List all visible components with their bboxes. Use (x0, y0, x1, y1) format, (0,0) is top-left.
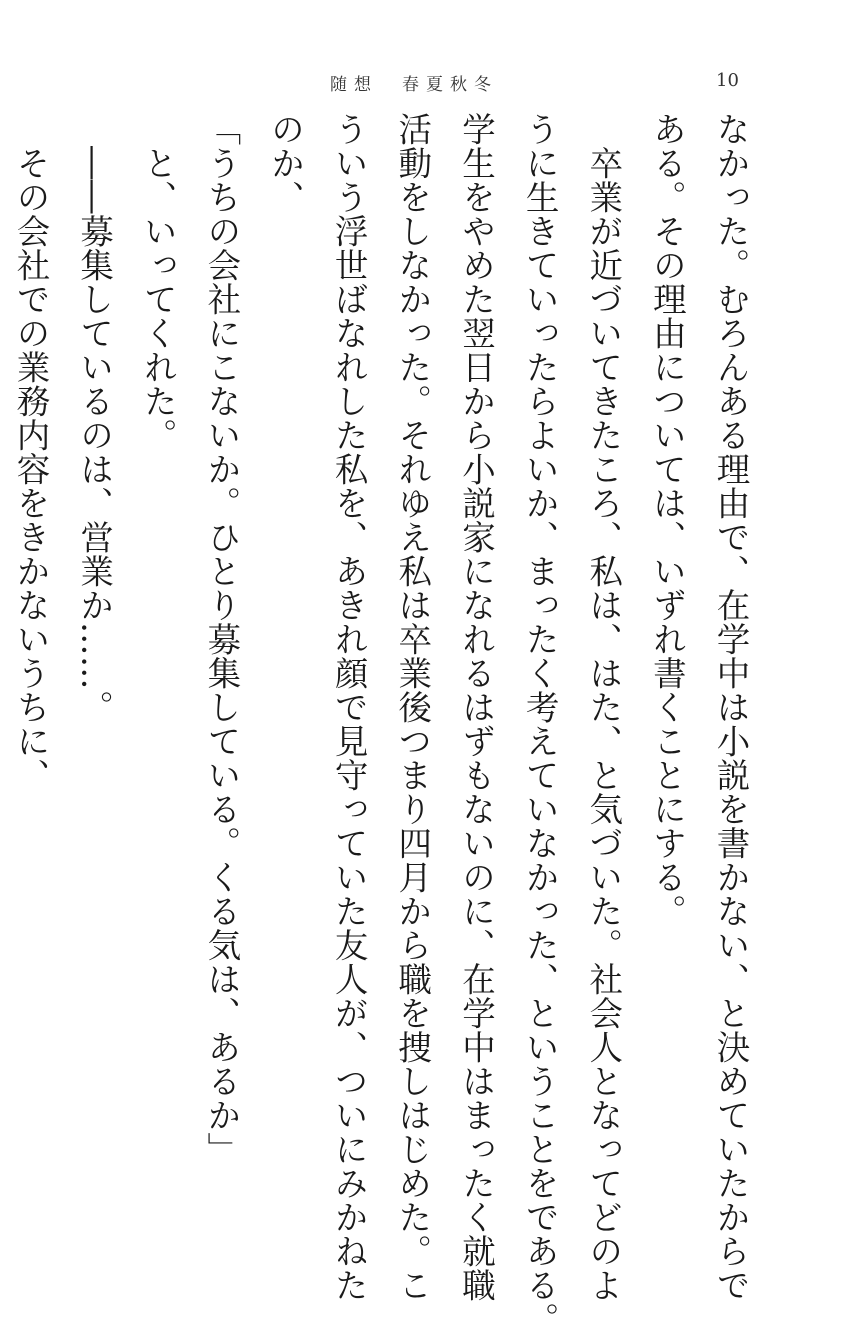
text-line: なかった。むろんある理由で、在学中は小説を書かない、と決めていたからで (711, 112, 750, 1302)
text-line: うに生きていったらよいか、まったく考えていなかった、ということをである。 (520, 112, 560, 1336)
text-line: その会社での業務内容をきかないうちに、 (10, 112, 50, 792)
dialogue-line: 「うちの会社にこないか。ひとり募集している。くる気は、あるか」 (201, 112, 241, 1166)
text-line: のか、 (265, 112, 305, 214)
body-text (10, 112, 762, 1336)
running-header-title: 随想 春夏秋冬 (330, 75, 498, 95)
text-line: 卒業が近づいてきたころ、私は、はた、と気づいた。社会人となってどのよ (583, 112, 623, 1302)
text-line: ある。その理由については、いずれ書くことにする。 (647, 112, 687, 928)
text-line: 学生をやめた翌日から小説家になれるはずもないのに、在学中はまったく就職 (456, 112, 496, 1302)
text-line: と、いってくれた。 (138, 112, 178, 452)
text-line: 活動をしなかった。それゆえ私は卒業後つまり四月から職を捜しはじめた。こ (392, 112, 432, 1302)
page-number: 10 (716, 70, 739, 91)
text-line: ういう浮世ばなれした私を、あきれ顔で見守っていた友人が、ついにみかねた (329, 112, 369, 1302)
text-line: ――募集しているのは、営業か……。 (74, 112, 114, 724)
